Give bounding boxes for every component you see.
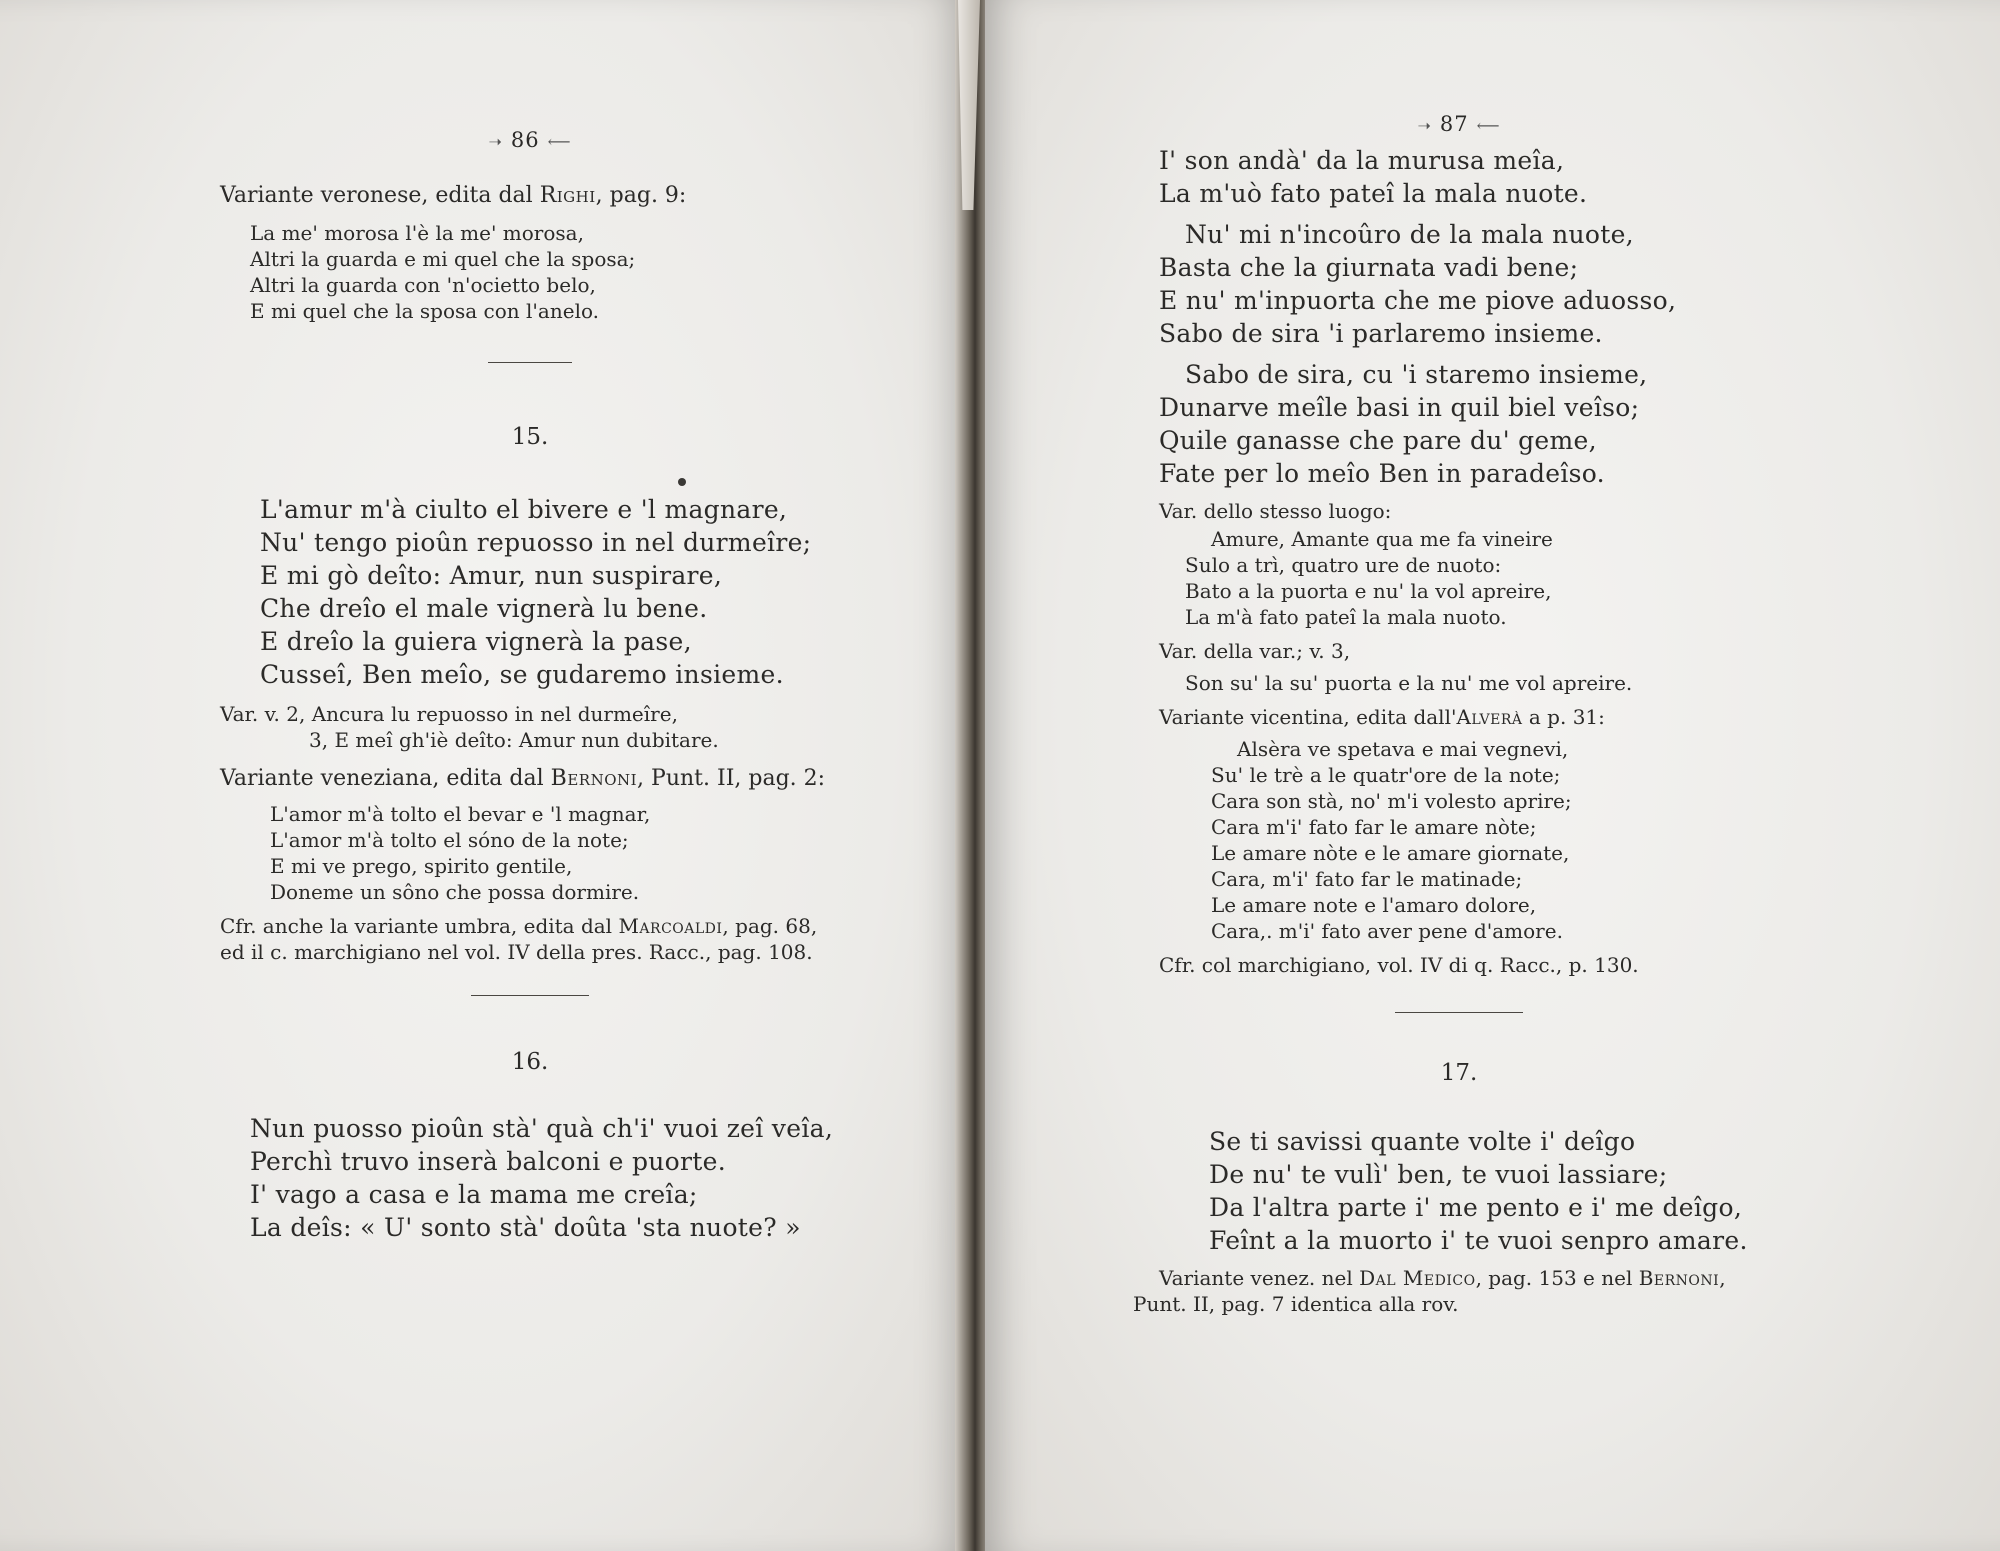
verse-line: E mi ve prego, spirito gentile, — [270, 854, 573, 878]
verse-line: Perchì truvo inserà balconi e puorte. — [250, 1147, 726, 1176]
verse-line: E mi quel che la sposa con l'anelo. — [250, 299, 600, 323]
verse-line: E mi gò deîto: Amur, nun suspirare, — [260, 561, 723, 590]
verse-veronese — [250, 220, 840, 324]
note-17: Variante venez. nel Dal Medico, pag. 153 e nel Bernoni, Punt. II, pag. 7 identica alla rov. — [1133, 1266, 1726, 1316]
left-page-content — [220, 124, 840, 1252]
verse-line: Cara son stà, no' m'i volesto aprire; — [1211, 789, 1572, 813]
section-divider — [1395, 1012, 1523, 1013]
verse-line: Dunarve meîle basi in quil biel veîso; — [1159, 393, 1640, 422]
verse-line: Cusseî, Ben meîo, se gudaremo insieme. — [260, 660, 784, 689]
right-page — [985, 0, 2000, 1551]
verse-line: La me' morosa l'è la me' morosa, — [250, 221, 584, 245]
page-number-87: ➝ 87 ⟵ — [1417, 112, 1501, 136]
verse-line: Bato a la puorta e nu' la vol apreire, — [1185, 579, 1552, 603]
verse-line: L'amor m'à tolto el bevar e 'l magnar, — [270, 802, 651, 826]
verse-line: Quile ganasse che pare du' geme, — [1159, 426, 1597, 455]
verse-16 — [250, 1112, 840, 1244]
verse-line: Le amare nòte e le amare giornate, — [1211, 841, 1570, 865]
page-number-86: ➝ 86 ⟵ — [488, 128, 572, 152]
ornament-right-icon: ⟵ — [1476, 116, 1501, 135]
verse-line: Nu' tengo pioûn repuosso in nel durmeîre; — [260, 528, 812, 557]
verse-16-continued — [1159, 144, 1759, 210]
verse-line: De nu' te vulì' ben, te vuoi lassiare; — [1209, 1160, 1668, 1189]
verse-line: L'amor m'à tolto el sóno de la note; — [270, 828, 629, 852]
verse-line: Nun puosso pioûn stà' quà ch'i' vuoi zeî veîa, — [250, 1114, 834, 1143]
right-page-content — [1133, 108, 1759, 1317]
verse-line: Amure, Amante qua me fa vineire — [1211, 527, 1553, 551]
cfr-marchigiano: Cfr. col marchigiano, vol. IV di q. Racc., p. 130. — [1159, 953, 1639, 977]
verse-line: Doneme un sôno che possa dormire. — [270, 880, 640, 904]
verse-line: L'amur m'à ciulto el bivere e 'l magnare, — [260, 495, 788, 524]
verse-line: La m'à fato pateî la mala nuoto. — [1185, 605, 1507, 629]
verse-line: Che dreîo el male vignerà lu bene. — [260, 594, 708, 623]
verse-line: Fate per lo meîo Ben in paradeîso. — [1159, 459, 1605, 488]
verse-line: Se ti savissi quante volte i' deîgo — [1209, 1127, 1636, 1156]
verse-17 — [1209, 1125, 1759, 1257]
section-number-16: 16. — [511, 1049, 549, 1075]
verse-line: La deîs: « U' sonto stà' doûta 'sta nuote? » — [250, 1213, 801, 1242]
verse-line: Cara m'i' fato far le amare nòte; — [1211, 815, 1537, 839]
left-page — [0, 0, 965, 1551]
verse-line: Da l'altra parte i' me pento e i' me deîgo, — [1209, 1193, 1743, 1222]
verse-line: Altri la guarda e mi quel che la sposa; — [250, 247, 636, 271]
verse-line: Feînt a la muorto i' te vuoi senpro amare. — [1209, 1226, 1748, 1255]
cfr-umbra: Cfr. anche la variante umbra, edita dal Marcoaldi, pag. 68, ed il c. marchigiano nel vol. IV della pres. Racc., pag. 108. — [220, 914, 818, 964]
verse-line: Basta che la giurnata vadi bene; — [1159, 253, 1579, 282]
verse-line: Sabo de sira, cu 'i staremo insieme, — [1185, 360, 1648, 389]
section-number-17: 17. — [1440, 1060, 1478, 1086]
section-divider — [471, 995, 589, 996]
verse-line: Sabo de sira 'i parlaremo insieme. — [1159, 319, 1603, 348]
intro-vicentina: Variante vicentina, edita dall'Alverà a p. 31: — [1159, 705, 1605, 729]
ink-speck — [678, 478, 686, 486]
verse-veneziana — [270, 801, 840, 905]
verse-line: Nu' mi n'incoûro de la mala nuote, — [1185, 220, 1634, 249]
section-divider — [488, 362, 572, 363]
ornament-left-icon: ➝ — [1417, 116, 1432, 135]
verse-line: Le amare note e l'amaro dolore, — [1211, 893, 1537, 917]
variants-15 — [220, 701, 840, 753]
verse-line: E dreîo la guiera vignerà la pase, — [260, 627, 692, 656]
intro-veneziana: Variante veneziana, edita dal Bernoni, Punt. II, pag. 2: — [220, 766, 826, 791]
verse-15 — [260, 493, 840, 691]
verse-line: I' vago a casa e la mama me creîa; — [250, 1180, 698, 1209]
verse-line: Cara, m'i' fato far le matinade; — [1211, 867, 1523, 891]
verse-vicentina — [1211, 736, 1759, 944]
verse-16-stanza-c — [1159, 358, 1759, 490]
variant-line-1: Var. v. 2, Ancura lu repuosso in nel durmeîre, — [220, 702, 678, 726]
verse-line: Cara,. m'i' fato aver pene d'amore. — [1211, 919, 1563, 943]
var-same-place: Var. dello stesso luogo: — [1159, 499, 1392, 523]
verse-line: La m'uò fato pateî la mala nuote. — [1159, 179, 1588, 208]
verse-var-same — [1185, 526, 1759, 630]
ornament-right-icon: ⟵ — [547, 132, 572, 151]
section-number-15: 15. — [511, 424, 549, 450]
verse-line: I' son andà' da la murusa meîa, — [1159, 146, 1565, 175]
variant-line-2: 3, E meî gh'iè deîto: Amur nun dubitare. — [309, 728, 719, 752]
var-of-var: Var. della var.; v. 3, — [1159, 639, 1351, 663]
verse-line: Alsèra ve spetava e mai vegnevi, — [1237, 737, 1569, 761]
var-of-var-line: Son su' la su' puorta e la nu' me vol apreire. — [1185, 671, 1633, 695]
verse-line: Sulo a trì, quatro ure de nuoto: — [1185, 553, 1502, 577]
ornament-left-icon: ➝ — [488, 132, 503, 151]
verse-line: Su' le trè a le quatr'ore de la note; — [1211, 763, 1561, 787]
verse-line: E nu' m'inpuorta che me piove aduosso, — [1159, 286, 1677, 315]
verse-16-stanza-b — [1159, 218, 1759, 350]
intro-veronese: Variante veronese, edita dal Righi, pag. 9: — [220, 183, 687, 208]
verse-line: Altri la guarda con 'n'ocietto belo, — [250, 273, 596, 297]
